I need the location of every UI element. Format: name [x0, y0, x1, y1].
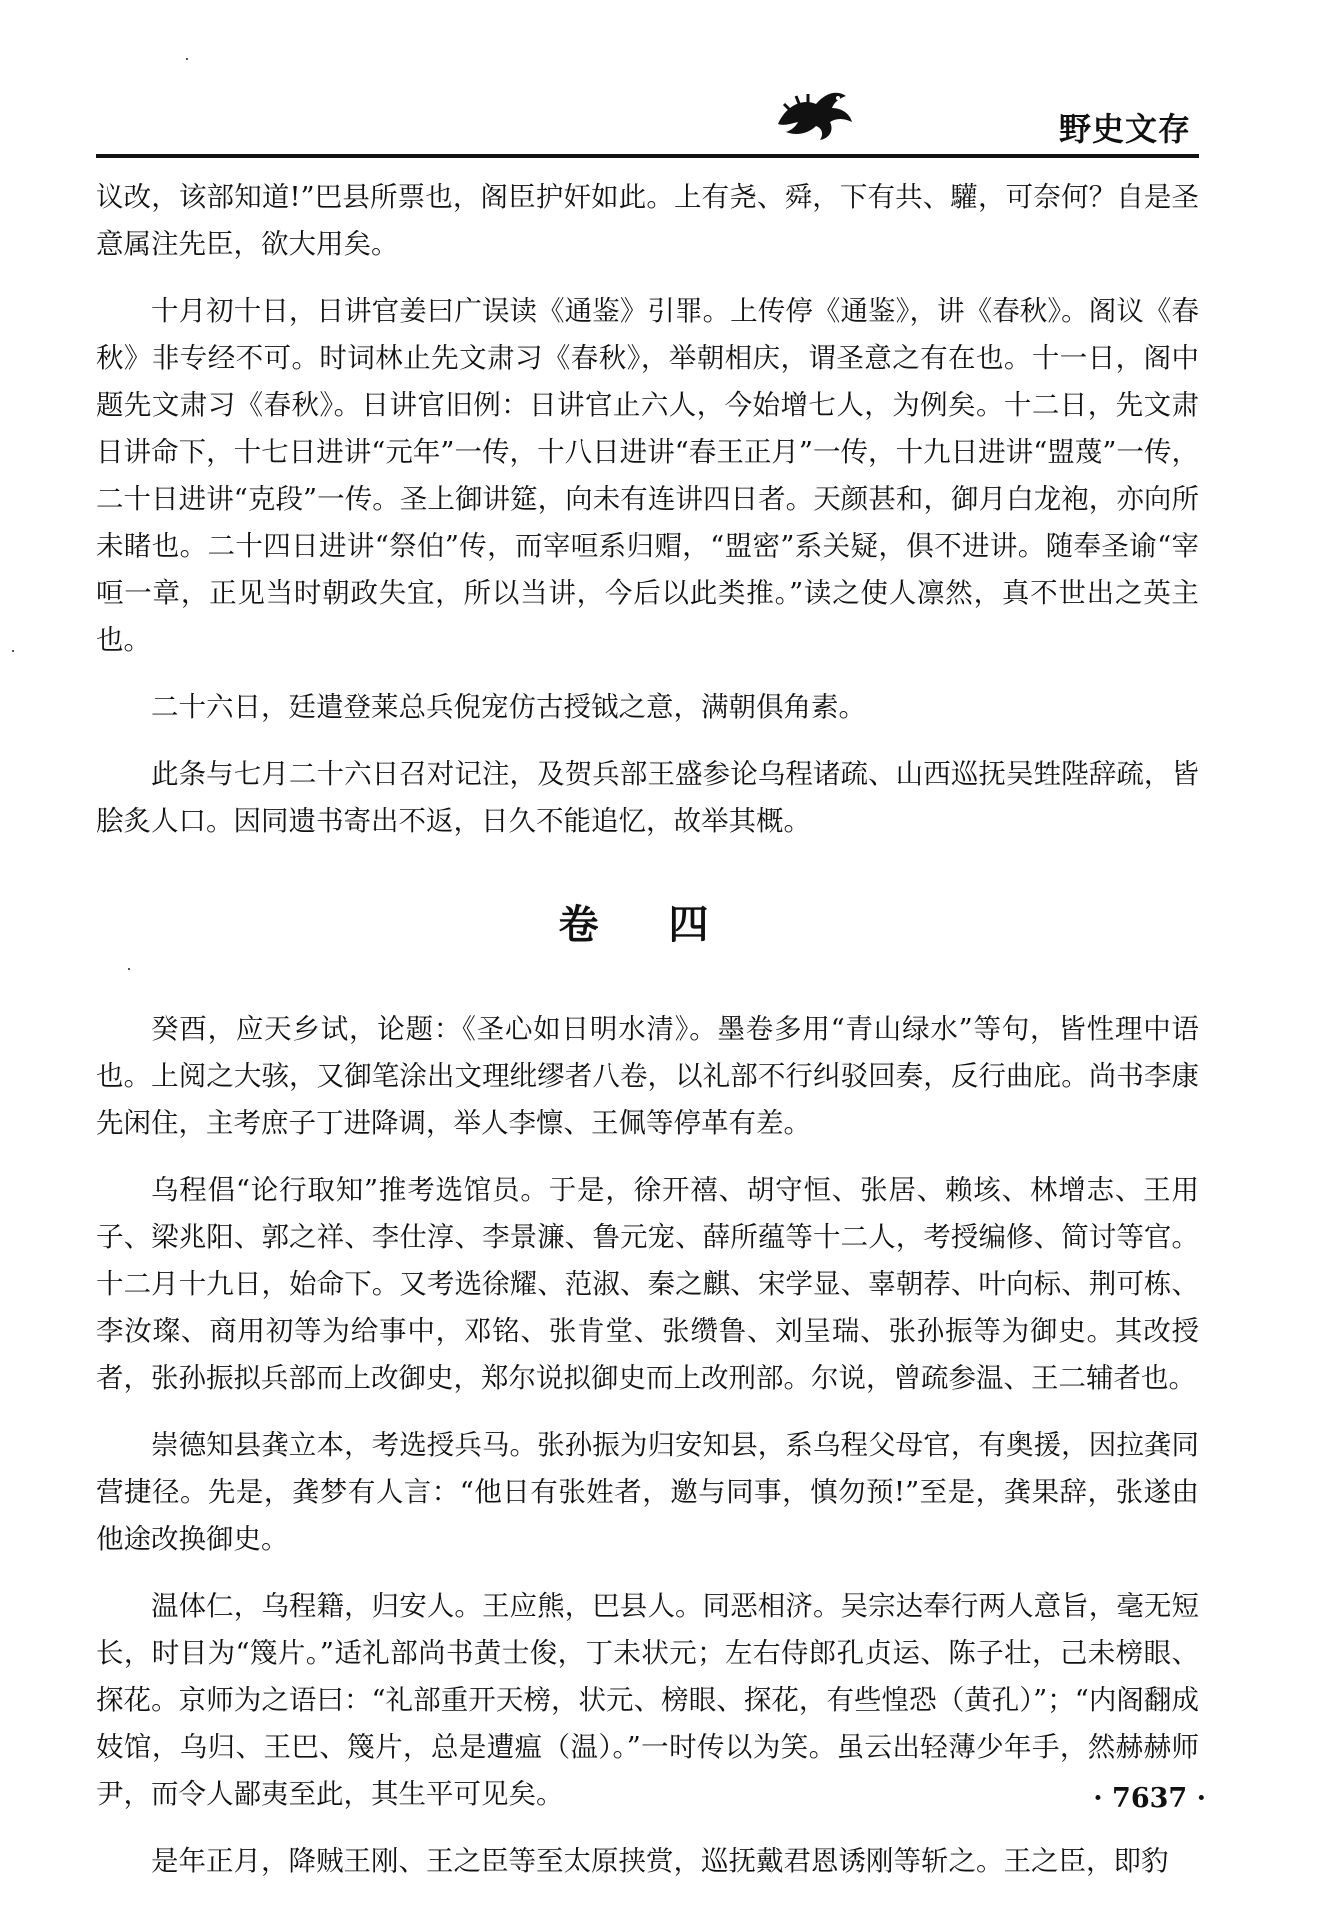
paragraph: 二十六日，廷遣登莱总兵倪宠仿古授钺之意，满朝俱角素。 — [151, 691, 866, 723]
paragraph: 癸酉，应天乡试，论题：《圣心如日明水清》。墨卷多用“青山绿水”等句，皆性理中语也。上阅之大骇，又御笔涂出文理纰缪者八卷，以礼部不行纠驳回奏，反行曲庇。尚书李康先闲住，主考庶子丁进降调，举人李懔、王佩等停革有差。 — [96, 1013, 1199, 1139]
paragraph: 乌程倡“论行取知”推考选馆员。于是，徐开禧、胡守恒、张居、赖垓、林增志、王用子、梁兆阳、郭之祥、李仕淳、李景濂、鲁元宠、薛所蕴等十二人，考授编修、简讨等官。十二月十九日，始命下。又考选徐耀、范淑、秦之麒、宋学显、辜朝荐、叶向标、荆可栋、李汝璨、商用初等为给事中，邓铭、张肯堂、张缵鲁、刘呈瑞、张孙振等为御史。其改授者，张孙振拟兵部而上改御史，郑尔说拟御史而上改刑部。尔说，曾疏参温、王二辅者也。 — [96, 1174, 1199, 1394]
page-number: · 7637 · — [1093, 1783, 1206, 1814]
paragraph: 议改，该部知道!”巴县所票也，阁臣护奸如此。上有尧、舜，下有共、驩，可奈何？自是圣意属注先臣，欲大用矣。 — [96, 181, 1199, 260]
paragraph: 此条与七月二十六日召对记注，及贺兵部王盛参论乌程诸疏、山西巡抚吴甡陛辞疏，皆脍炙人口。因同遗书寄出不返，日久不能追忆，故举其概。 — [96, 758, 1199, 837]
section-before — [96, 174, 1199, 845]
paragraph: 是年正月，降贼王刚、王之臣等至太原挟赏，巡抚戴君恩诱刚等斩之。王之臣，即豹 — [151, 1845, 1169, 1877]
scan-speck — [12, 650, 14, 652]
dragon-emblem-icon — [772, 84, 856, 146]
series-title: 野史文存 — [1058, 110, 1191, 148]
paragraph: 十月初十日，日讲官姜曰广误读《通鉴》引罪。上传停《通鉴》，讲《春秋》。阁议《春秋》非专经不可。时词林止先文肃习《春秋》，举朝相庆，谓圣意之有在也。十一日，阁中题先文肃习《春秋》。日讲官旧例：日讲官止六人，今始增七人，为例矣。十二日，先文肃日讲命下，十七日进讲“元年”一传，十八日进讲“春王正月”一传，十九日进讲“盟蔑”一传，二十日进讲“克段”一传。圣上御讲筵，向未有连讲四日者。天颜甚和，御月白龙袍，亦向所未睹也。二十四日进讲“祭伯”传，而宰咺系归赗，“盟密”系关疑，俱不进讲。随奉圣谕“宰咺一章，正见当时朝政失宜，所以当讲，今后以此类推。”读之使人凛然，真不世出之英主也。 — [96, 295, 1199, 656]
page-body — [96, 174, 1199, 1905]
paragraph: 温体仁，乌程籍，归安人。王应熊，巴县人。同恶相济。吴宗达奉行两人意旨，毫无短长，时目为“篾片。”适礼部尚书黄士俊，丁未状元；左右侍郎孔贞运、陈子壮，己未榜眼、探花。京师为之语曰：“礼部重开天榜，状元、榜眼、探花，有些惶恐（黄孔）”；“内阁翻成妓馆，乌归、王巴、篾片，总是遭瘟（温）。”一时传以为笑。虽云出轻薄少年手，然赫赫师尹，而令人鄙夷至此，其生平可见矣。 — [96, 1590, 1199, 1810]
chapter-title: 卷 四 — [558, 902, 737, 948]
scan-speck — [186, 58, 188, 60]
paragraph: 崇德知县龚立本，考选授兵马。张孙振为归安知县，系乌程父母官，有奥援，因拉龚同营捷径。先是，龚梦有人言：“他日有张姓者，邀与同事，慎勿预!”至是，龚果辞，张遂由他途改换御史。 — [96, 1429, 1199, 1555]
section-after — [96, 1006, 1199, 1885]
scan-speck — [128, 968, 130, 970]
page-header — [96, 70, 1199, 158]
